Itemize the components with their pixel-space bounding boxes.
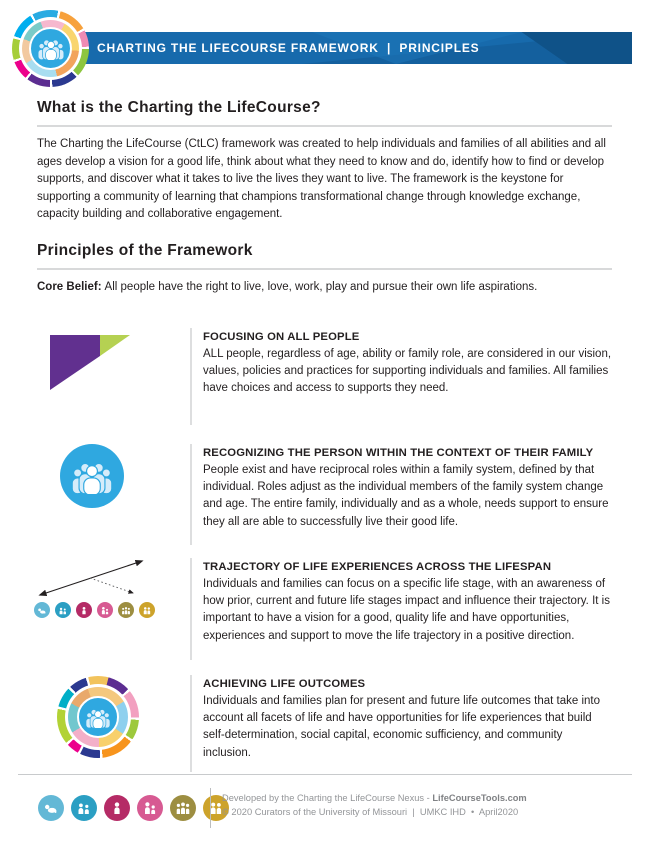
family-group-icon — [60, 444, 124, 508]
row-divider — [190, 675, 192, 772]
principles-heading: Principles of the Framework — [37, 242, 253, 259]
parent-child-icon — [97, 602, 113, 618]
principle-title: RECOGNIZING THE PERSON WITHIN THE CONTEXT OF THEIR FAMILY — [203, 447, 594, 459]
principle-title: TRAJECTORY OF LIFE EXPERIENCES ACROSS THE LIFESPAN — [203, 561, 552, 573]
document-title: CHARTING THE LIFECOURSE FRAMEWORK | PRINCIPLES — [97, 41, 480, 55]
section-divider — [37, 268, 612, 270]
couple-icon — [139, 602, 155, 618]
core-belief-label: Core Belief: — [37, 281, 102, 293]
child-icon — [55, 602, 71, 618]
principle-row-all-people — [37, 328, 612, 425]
footer-developed-line: Developed by the Charting the LifeCourse Nexus - LifeCourseTools.com — [222, 793, 527, 803]
child-icon — [71, 795, 97, 821]
parent-child-icon — [137, 795, 163, 821]
footer-copyright-line: © 2020 Curators of the University of Missouri | UMKC IHD • April2020 — [222, 806, 519, 817]
all-people-flag-icon — [50, 335, 130, 390]
adult-icon — [104, 795, 130, 821]
header-banner — [66, 32, 632, 64]
intro-paragraph: The Charting the LifeCourse (CtLC) framework was created to help individuals and families of all abilities and all ages develop a vision for a good life, think about what they need to know and do, identify how to find or develop supports, and discover what it takes to live the lives they want to live. The framework is the keystone for supporting a community of learning that champions transformational change through knowledge exchange, capacity building and collaborative engagement. — [37, 138, 606, 220]
section-divider — [37, 125, 612, 127]
life-outcomes-rings-icon — [57, 676, 139, 758]
principle-title: ACHIEVING LIFE OUTCOMES — [203, 678, 366, 690]
core-belief-text: All people have the right to live, love, work, play and pursue their own life aspirations. — [104, 281, 538, 293]
row-divider — [190, 444, 192, 545]
lifecourse-logo-icon — [12, 10, 89, 87]
principle-body: People exist and have reciprocal roles within a family system, defined by that individual. Roles adjust as the individual members of the family system change and age. The entire family, individually and as a whole, needs support to ensure they all are able to successfully live their good life. — [203, 464, 609, 528]
principle-body: Individuals and families can focus on a specific life stage, with an awareness of how prior, current and future life stages impact and influence their trajectory. It is important to have a vision for a good, quality life and have opportunities, experiences and support to move the life trajectory in a positive direction. — [203, 578, 610, 642]
adult-icon — [76, 602, 92, 618]
principle-body: ALL people, regardless of age, ability or family role, are considered in our vision, values, policies and practices for supporting individuals and families. All families have choices and access to supports they need. — [203, 348, 612, 395]
family-group-icon — [77, 696, 119, 738]
footer-divider-line — [18, 774, 632, 775]
baby-icon — [34, 602, 50, 618]
group-icon — [118, 602, 134, 618]
footer-vertical-divider — [210, 788, 211, 828]
principle-row-family-context — [37, 444, 612, 545]
row-divider — [190, 328, 192, 425]
life-trajectory-icon — [33, 554, 151, 600]
principle-row-trajectory — [37, 558, 612, 660]
group-icon — [170, 795, 196, 821]
footer-credits — [222, 792, 527, 820]
principle-title: FOCUSING ON ALL PEOPLE — [203, 331, 360, 343]
life-stages-icons — [34, 602, 155, 618]
core-belief — [37, 279, 615, 297]
family-group-icon — [29, 27, 72, 70]
footer-life-stages-icons — [38, 795, 229, 821]
principle-body: Individuals and families plan for present and future life outcomes that take into account all facets of life and have opportunities for life experiences that build self-determination, social capital, economic sufficiency, and community inclusion. — [203, 695, 600, 759]
row-divider — [190, 558, 192, 660]
principle-row-life-outcomes — [37, 675, 612, 772]
lifecoursetools-link[interactable]: LifeCourseTools.com — [432, 793, 527, 803]
baby-icon — [38, 795, 64, 821]
intro-heading: What is the Charting the LifeCourse? — [37, 99, 321, 116]
